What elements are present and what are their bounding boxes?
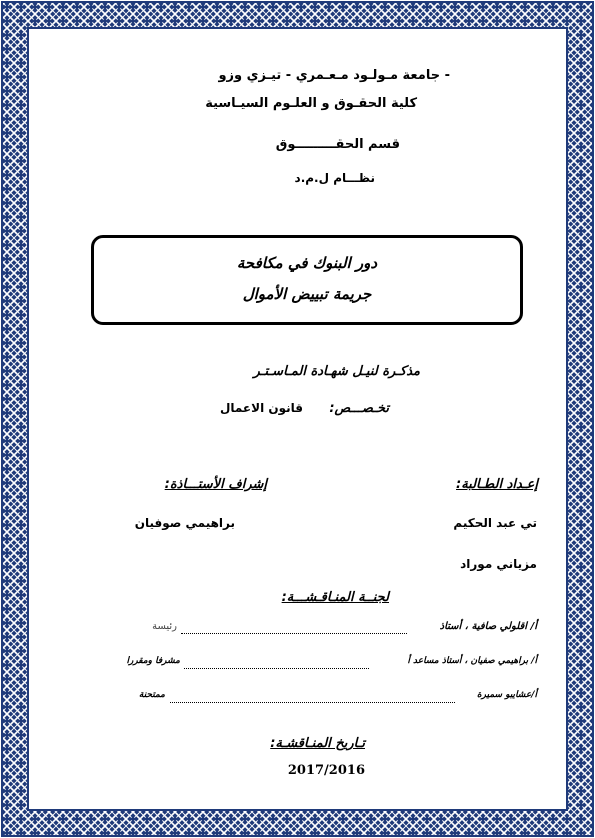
university-name: - جامعة مـولـود مـعـمري - تيـزي وزو: [218, 68, 450, 83]
thesis-title-line-2: جريمة تبييض الأموال: [242, 285, 372, 303]
degree-memo: مذكـرة لنيـل شهـادة المـاسـتـر: [253, 364, 420, 379]
academic-year: 2017/2016: [287, 763, 365, 778]
committee-member-3-role: ممتحنة: [138, 690, 165, 700]
committee-member-3-name: أ/عشايبو سميرة: [476, 690, 537, 700]
cover-page: [30, 30, 565, 808]
dotted-line: [184, 668, 369, 669]
student-name-1: تي عبد الحكيم: [453, 516, 537, 530]
committee-member-1-role: رئيسة: [152, 621, 177, 632]
thesis-title-line-1: دور البنوك في مكافحة: [236, 254, 378, 272]
supervisor-name: براهيمي صوفيان: [134, 516, 235, 530]
student-name-2: مزياني موراد: [460, 557, 537, 571]
specialty-value: قانون الاعمال: [219, 401, 303, 415]
system-label: نظـــام ل.م.د: [294, 171, 375, 185]
students-label: إعـداد الطـالبة:: [456, 477, 538, 492]
specialty-label: تخـصـــص:: [329, 401, 389, 416]
supervisor-label: إشراف الأستـــاذة:: [164, 477, 267, 492]
department-name: قسم الحقـــــــــوق: [275, 137, 400, 152]
faculty-name: كلية الحقـوق و العلـوم السيـاسية: [205, 96, 417, 111]
defense-date-label: تـاريخ المنـاقشـة:: [270, 736, 365, 751]
committee-member-2-role: مشرفا ومقررا: [126, 656, 180, 666]
dotted-line: [181, 633, 407, 634]
committee-member-2-name: أ/ براهيمي صفيان ، أستاذ مساعد أ: [407, 656, 537, 666]
title-box: [91, 235, 523, 325]
committee-member-1-name: أ/ اقلولي صافية ، أستاذ: [439, 621, 537, 632]
committee-label: لجنــة المنـاقـشـــة:: [281, 590, 389, 605]
dotted-line: [170, 702, 455, 703]
